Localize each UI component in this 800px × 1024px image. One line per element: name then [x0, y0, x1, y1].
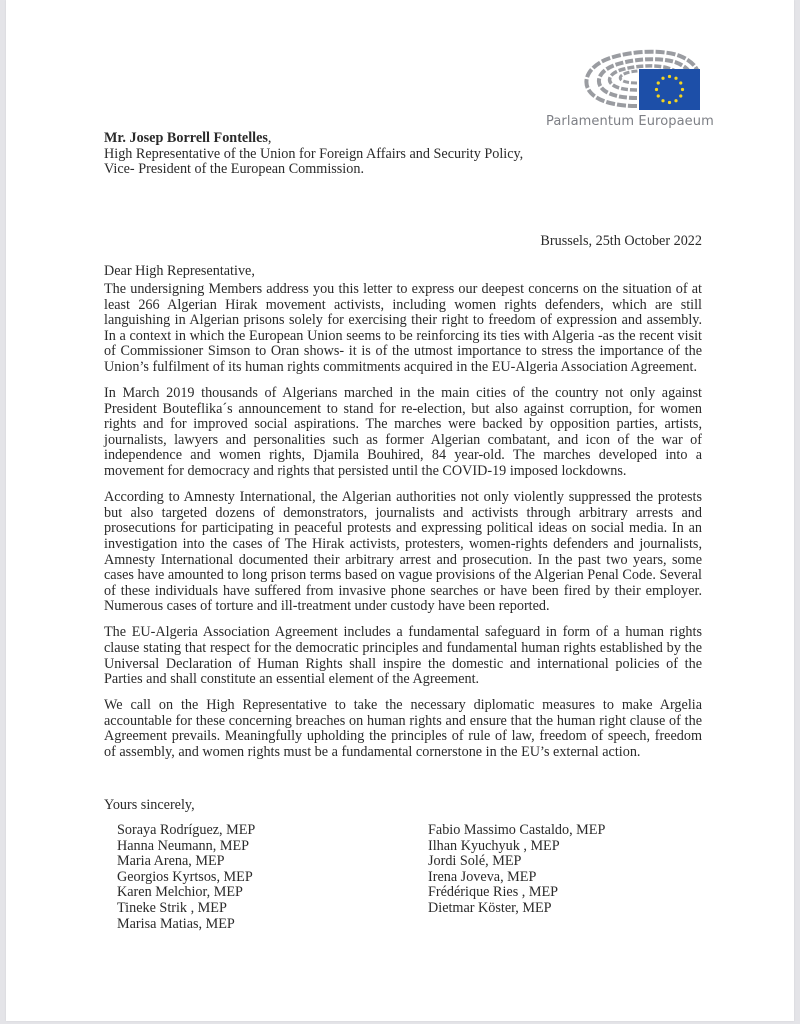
signatories-left-column: [117, 823, 255, 932]
signatory: Irena Joveva, MEP: [428, 868, 537, 885]
salutation: Dear High Representative,: [104, 263, 255, 279]
body-paragraph: We call on the High Representative to take the necessary diplomatic measures to make Argelia accountable for these concerning breaches on human rights and ensure that the human right clause of the Agreement prevails. Meaningfully upholding the principles of rule of law, freedom of speech, freedom of assembly, and women rights must be a fundamental cornerstone in the EU’s external action.: [104, 697, 702, 761]
body-paragraph: According to Amnesty International, the Algerian authorities not only violently suppressed the protests but also targeted dozens of demonstrators, journalists and activists through arbitrary arrests and prosecutions for participating in peaceful protests and expressing political ideas on social media. In an investigation into the cases of The Hirak activists, protesters, women-rights defenders and journalists, Amnesty International documented their arbitrary arrest and prosecution. In the past two years, some cases have amounted to long prison terms based on vague provisions of the Algerian Penal Code. Several of these individuals have suffered from invasive phone searches or have been fired by their employer. Numerous cases of torture and ill-treatment under custody have been reported.: [104, 489, 702, 615]
signatory: Marisa Matias, MEP: [117, 915, 235, 932]
eu-star-icon: [679, 94, 682, 97]
signatory: Georgios Kyrtsos, MEP: [117, 868, 253, 885]
eu-star-icon: [681, 88, 684, 91]
eu-star-icon: [674, 99, 677, 102]
addressee-name: Mr. Josep Borrell Fontelles: [104, 130, 268, 146]
signatory: Maria Arena, MEP: [117, 853, 225, 870]
letter-page: [6, 0, 794, 1021]
eu-star-icon: [679, 81, 682, 84]
letter-date: Brussels, 25th October 2022: [540, 233, 702, 249]
signatory: Ilhan Kyuchyuk , MEP: [428, 837, 560, 854]
body-paragraph: In March 2019 thousands of Algerians marched in the main cities of the country not only against President Bouteflika´s announcement to stand for re-election, but also against corruption, for women rights and for improved social aspirations. The marches were backed by opposition parties, artists, journalists, lawyers and personalities such as former Algerian combatant, and icon of the war of independence and women rights, Djamila Bouhired, 84 year-old. The marches developed into a movement for democracy and rights that persisted until the COVID-19 imposed lockdowns.: [104, 385, 702, 480]
eu-star-icon: [668, 75, 671, 78]
logo-text: Parlamentum Europaeum: [546, 114, 714, 129]
eu-star-icon: [655, 88, 658, 91]
european-parliament-hemicycle-eu-flag-icon: [540, 40, 710, 112]
signatory: Tineke Strik , MEP: [117, 899, 227, 916]
body-paragraph: The undersigning Members address you this letter to express our deepest concerns on the situation of at least 266 Algerian Hirak movement activists, including women rights defenders, which are still languishing in Algerian prisons solely for exercising their right to freedom of expression and assembly. In a context in which the European Union seems to be reinforcing its ties with Algeria -as the recent visit of Commissioner Simson to Oran shows- it is of the utmost importance to stress the importance of the Union’s fulfilment of its human rights commitments acquired in the EU-Algeria Association Agreement.: [104, 281, 702, 375]
signatories-right-column: [428, 823, 605, 917]
signatory: Jordi Solé, MEP: [428, 853, 522, 870]
addressee-name-line: [104, 131, 704, 147]
addressee-title-line-2: Vice- President of the European Commission.: [104, 161, 364, 178]
letter-body: [104, 282, 702, 771]
eu-star-icon: [661, 77, 664, 80]
addressee-name-suffix: ,: [267, 130, 272, 146]
signatory: Frédérique Ries , MEP: [428, 884, 559, 901]
closing: Yours sincerely,: [104, 797, 195, 813]
eu-star-icon: [657, 81, 660, 84]
signatory: Hanna Neumann, MEP: [117, 837, 249, 854]
eu-star-icon: [657, 94, 660, 97]
signatory: Soraya Rodríguez, MEP: [117, 822, 256, 838]
eu-star-icon: [661, 99, 664, 102]
addressee-title-line-1: High Representative of the Union for Foreign Affairs and Security Policy,: [104, 145, 524, 162]
signatory: Fabio Massimo Castaldo, MEP: [428, 822, 606, 838]
body-paragraph: The EU-Algeria Association Agreement includes a fundamental safeguard in form of a human rights clause stating that respect for the democratic principles and fundamental human rights established by the Universal Declaration of Human Rights shall inspire the domestic and international policies of the Parties and shall constitute an essential element of the Agreement.: [104, 624, 702, 688]
european-parliament-logo: [540, 40, 714, 136]
eu-star-icon: [674, 77, 677, 80]
eu-star-icon: [668, 101, 671, 104]
addressee-block: [104, 131, 704, 178]
signatory: Karen Melchior, MEP: [117, 884, 243, 901]
signatory: Dietmar Köster, MEP: [428, 899, 552, 916]
